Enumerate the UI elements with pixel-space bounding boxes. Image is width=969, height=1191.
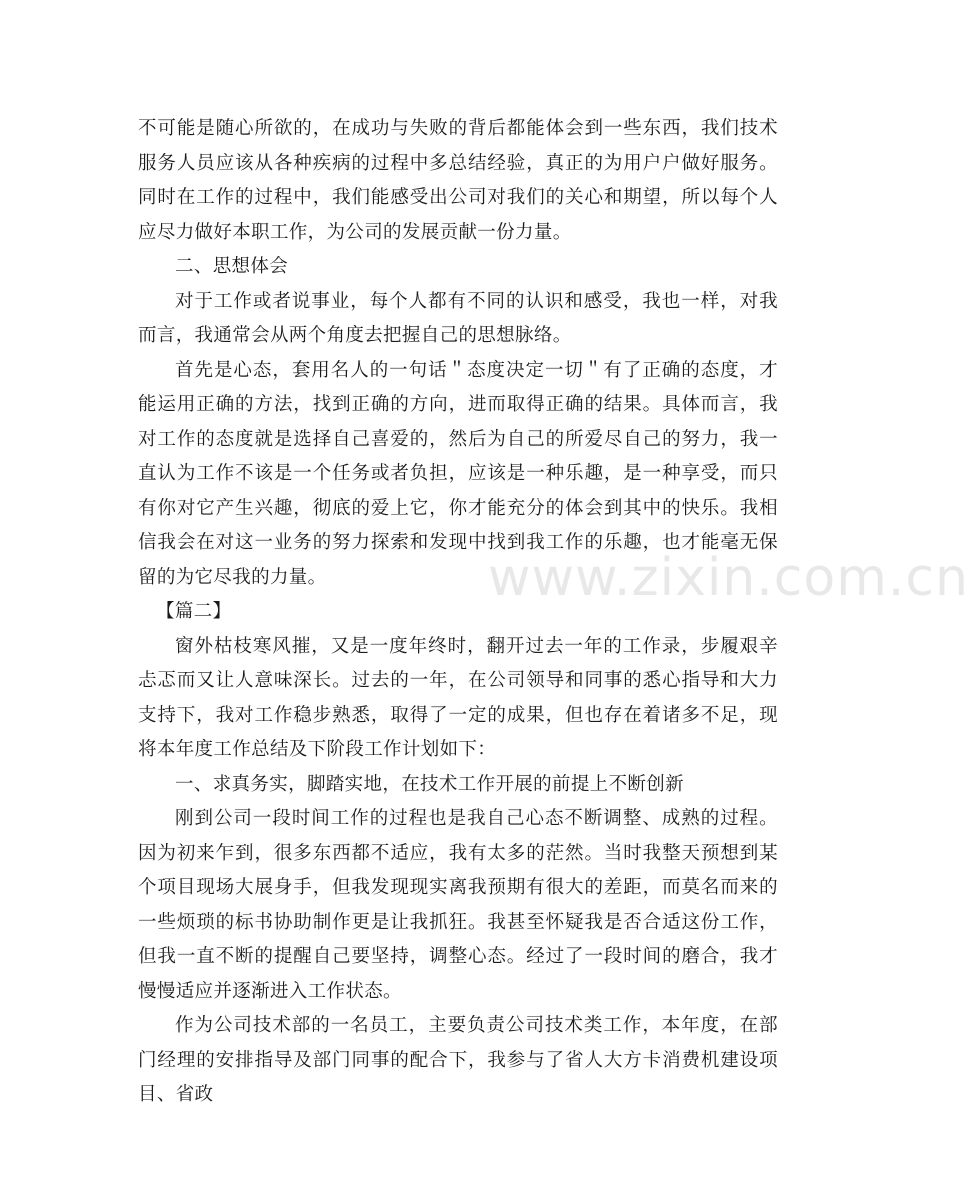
section-heading-thoughts: 二、思想体会 xyxy=(175,256,289,277)
section-heading-part-two: 【篇二】 xyxy=(156,601,232,622)
watermark-text: www.zixin.com.cn xyxy=(488,548,969,608)
paragraph-continuation: 不可能是随心所欲的，在成功与失败的背后都能体会到一些东西，我们技术服务人员应该从各种疾病的过程中多总结经验，真正的为用户户做好服务。同时在工作的过程中，我们能感受出公司对我们的关心和期望，所以每个人应尽力做好本职工作，为公司的发展贡献一份力量。 xyxy=(138,118,778,243)
paragraph-work-attitude-intro: 对于工作或者说事业，每个人都有不同的认识和感受，我也一样，对我而言，我通常会从两个角度去把握自己的思想脉络。 xyxy=(138,290,778,346)
section-heading-pragmatic: 一、求真务实，脚踏实地，在技术工作开展的前提上不断创新 xyxy=(175,773,684,795)
document-body xyxy=(138,112,778,1113)
paragraph-adjustment: 刚到公司一段时间工作的过程也是我自己心态不断调整、成熟的过程。因为初来乍到，很多东西都不适应，我有太多的茫然。当时我整天预想到某个项目现场大展身手，但我发现现实离我预期有很大的差距，而莫名而来的一些烦琐的标书协助制作更是让我抓狂。我甚至怀疑我是否合适这份工作，但我一直不断的提醒自己要坚持，调整心态。经过了一段时间的磨合，我才慢慢适应并逐渐进入工作状态。 xyxy=(138,808,778,1002)
paragraph-year-end-intro: 窗外枯枝寒风摧，又是一度年终时，翻开过去一年的工作录，步履艰辛忐忑而又让人意味深长。过去的一年，在公司领导和同事的悉心指导和大力支持下，我对工作稳步熟悉，取得了一定的成果，但也存在着诸多不足，现将本年度工作总结及下阶段工作计划如下： xyxy=(138,635,778,760)
paragraph-role-description: 作为公司技术部的一名员工，主要负责公司技术类工作，本年度，在部门经理的安排指导及部门同事的配合下，我参与了省人大方卡消费机建设项目、省政 xyxy=(138,1015,778,1105)
paragraph-mindset: 首先是心态，套用名人的一句话＂态度决定一切＂有了正确的态度，才能运用正确的方法，找到正确的方向，进而取得正确的结果。具体而言，我对工作的态度就是选择自己喜爱的，然后为自己的所爱尽自己的努力，我一直认为工作不该是一个任务或者负担，应该是一种乐趣，是一种享受，而只有你对它产生兴趣，彻底的爱上它，你才能充分的体会到其中的快乐。我相信我会在对这一业务的努力探索和发现中找到我工作的乐趣，也才能毫无保留的为它尽我的力量。 xyxy=(138,359,778,588)
